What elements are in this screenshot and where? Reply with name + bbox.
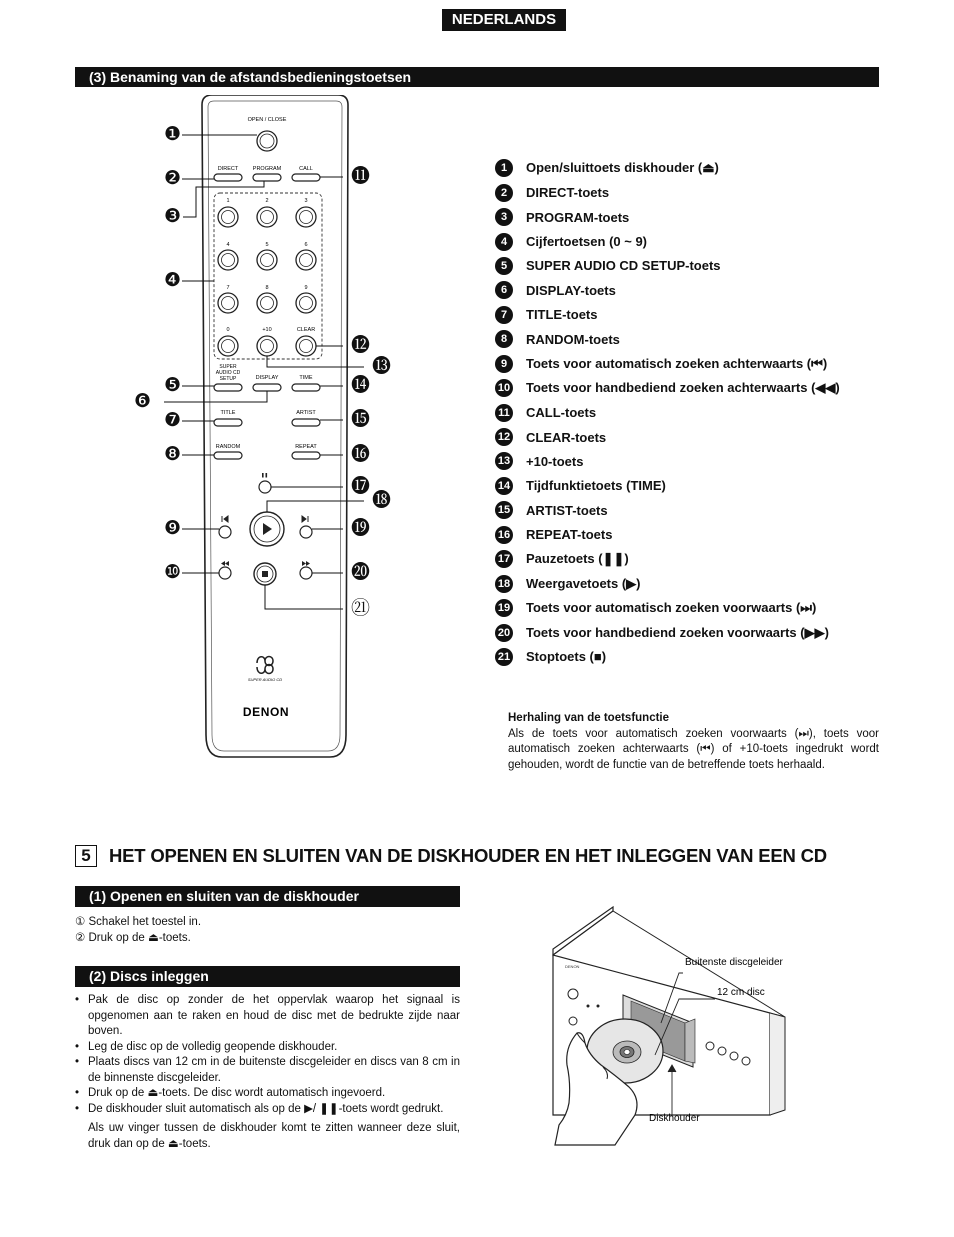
legend-number: 20 [495, 624, 513, 642]
legend-label: Pauzetoets (❚❚) [526, 551, 629, 567]
disc-loading-illustration [545, 905, 885, 1150]
legend-number: 17 [495, 550, 513, 568]
audio-cd-label: AUDIO CD [215, 370, 241, 376]
remote-program-label: PROGRAM [252, 166, 282, 172]
legend-item [495, 620, 895, 644]
legend-label: Toets voor automatisch zoeken voorwaarts (⏭) [526, 600, 817, 616]
legend-item [495, 205, 895, 229]
disc-tray-label: Diskhouder [649, 1113, 700, 1124]
chapter-number: 5 [75, 845, 97, 867]
legend-item [495, 327, 895, 351]
callout-8: ❽ [164, 444, 182, 465]
remote-title-label: TITLE [220, 410, 236, 416]
callout-6: ❻ [134, 391, 152, 412]
callout-2: ❷ [164, 168, 182, 189]
callout-20: ⓴ [351, 562, 371, 583]
super-label: SUPER [219, 364, 237, 370]
repeat-note-title: Herhaling van de toetsfunctie [508, 712, 670, 724]
legend-number: 14 [495, 477, 513, 495]
bullet-item: • Pak de disc op zonder de het oppervlak waarop het signaal is opgenomen aan te raken en houd de disc met de bedrukte zijde naar boven. [75, 993, 460, 1040]
discs-bullet-list [75, 993, 460, 1152]
legend-item [495, 449, 895, 473]
remote-section-title: (3) Benaming van de afstandsbedieningstoetsen [75, 67, 879, 87]
legend-item [495, 571, 895, 595]
legend-number: 2 [495, 184, 513, 202]
key-3-label: 3 [304, 198, 308, 204]
legend-item [495, 645, 895, 669]
key-plus10-label: +10 [262, 327, 272, 333]
legend-number: 18 [495, 575, 513, 593]
legend-label: TITLE-toets [526, 307, 598, 323]
callout-11: ⓫ [351, 166, 371, 187]
legend-number: 3 [495, 208, 513, 226]
remote-repeat-label: REPEAT [295, 444, 317, 450]
legend-item [495, 547, 895, 571]
legend-label: PROGRAM-toets [526, 209, 630, 225]
sacd-logo-text: SUPER AUDIO CD [247, 677, 283, 682]
bullet-text: Plaats discs van 12 cm in de buitenste discgeleider en discs van 8 cm in de binnenste discgeleider. [88, 1056, 460, 1084]
callout-13: ⓭ [372, 356, 392, 377]
legend-number: 4 [495, 233, 513, 251]
legend-item [495, 156, 895, 180]
legend-item [495, 278, 895, 302]
legend-number: 12 [495, 428, 513, 446]
legend-item [495, 425, 895, 449]
legend-number: 8 [495, 330, 513, 348]
bullet-item: • Plaats discs van 12 cm in de buitenste discgeleider en discs van 8 cm in de binnenste discgeleider. [75, 1055, 460, 1086]
callout-18: ⓲ [372, 490, 392, 511]
legend-label: REPEAT-toets [526, 527, 613, 543]
key-clear-label: CLEAR [296, 327, 316, 333]
legend-number: 13 [495, 452, 513, 470]
legend-number: 15 [495, 501, 513, 519]
key-9-label: 9 [304, 285, 308, 291]
legend-number: 19 [495, 599, 513, 617]
legend-label: CLEAR-toets [526, 429, 607, 445]
remote-artist-label: ARTIST [296, 410, 316, 416]
bullet-item: • Druk op de ⏏-toets. De disc wordt automatisch ingevoerd. [75, 1086, 460, 1102]
legend-item [495, 596, 895, 620]
legend-label: DISPLAY-toets [526, 282, 616, 298]
callout-1: ❶ [164, 124, 182, 145]
callout-16: ⓰ [351, 444, 371, 465]
remote-call-label: CALL [299, 166, 313, 172]
step-2: ② Druk op de ⏏-toets. [75, 932, 191, 944]
legend-item [495, 229, 895, 253]
legend-item [495, 352, 895, 376]
key-1-label: 1 [226, 198, 230, 204]
remote-display-label: DISPLAY [255, 375, 279, 381]
remote-time-label: TIME [299, 375, 313, 381]
discs-section-title: (2) Discs inleggen [75, 966, 460, 987]
callout-12: ⓬ [351, 335, 371, 356]
legend-label: Open/sluittoets diskhouder (⏏) [526, 160, 719, 176]
legend-label: Toets voor handbediend zoeken voorwaarts (▶▶) [526, 624, 829, 640]
repeat-function-note [508, 711, 879, 773]
bullet-text: Leg de disc op de volledig geopende diskhouder. [88, 1040, 338, 1053]
legend-item [495, 376, 895, 400]
legend-label: SUPER AUDIO CD SETUP-toets [526, 258, 721, 274]
legend-item [495, 523, 895, 547]
legend-number: 10 [495, 379, 513, 397]
legend-number: 21 [495, 648, 513, 666]
legend-label: DIRECT-toets [526, 185, 610, 201]
bullet-text: Pak de disc op zonder de het oppervlak waarop het signaal is opgenomen aan te raken en houd de disc met de bedrukte zijde naar boven. [88, 994, 460, 1037]
legend-number: 6 [495, 281, 513, 299]
callout-19: ⓳ [351, 518, 371, 539]
legend-number: 5 [495, 257, 513, 275]
svg-text:DENON: DENON [565, 964, 580, 969]
bullet-text: Druk op de ⏏-toets. De disc wordt automatisch ingevoerd. [88, 1087, 386, 1099]
legend-label: Stoptoets (■) [526, 649, 607, 665]
bullet-text: De diskhouder sluit automatisch als op de ▶/ ❚❚-toets wordt gedrukt. [88, 1102, 444, 1115]
legend-number: 1 [495, 159, 513, 177]
legend-label: +10-toets [526, 453, 584, 469]
callout-7: ❼ [164, 410, 182, 431]
remote-random-label: RANDOM [215, 444, 241, 450]
callout-15: ⓯ [351, 409, 371, 430]
key-0-label: 0 [226, 327, 230, 333]
callout-17: ⓱ [351, 476, 371, 497]
callout-3: ❸ [164, 206, 182, 227]
remote-illustration [130, 95, 420, 785]
12cm-disc-label: 12 cm disc [717, 987, 765, 998]
key-2-label: 2 [265, 198, 269, 204]
key-4-label: 4 [226, 242, 230, 248]
legend-label: Cijfertoetsen (0 ~ 9) [526, 234, 648, 250]
remote-direct-label: DIRECT [217, 166, 239, 172]
legend-item [495, 498, 895, 522]
repeat-note-body: Als de toets voor automatisch zoeken voorwaarts (⏭), toets voor automatisch zoeken achterwaarts (⏮) of +10-toets ingedrukt wordt gehouden, wordt de functie van de betreffende toets herhaald. [508, 727, 879, 771]
key-7-label: 7 [226, 285, 230, 291]
key-6-label: 6 [304, 242, 308, 248]
legend-label: ARTIST-toets [526, 502, 608, 518]
finger-caution-note: Als uw vinger tussen de diskhouder komt te zitten wanneer deze sluit, druk dan op de ⏏-toets. [88, 1122, 460, 1150]
legend-item [495, 303, 895, 327]
legend-label: Tijdfunktietoets (TIME) [526, 478, 666, 494]
legend-label: Weergavetoets (▶) [526, 575, 641, 591]
legend-label: RANDOM-toets [526, 331, 620, 347]
open-close-section-title: (1) Openen en sluiten van de diskhouder [75, 886, 460, 907]
legend-item [495, 400, 895, 424]
language-tag: NEDERLANDS [442, 9, 566, 31]
callout-14: ⓮ [351, 375, 371, 396]
key-8-label: 8 [265, 285, 269, 291]
bullet-item: • Leg de disc op de volledig geopende diskhouder. [75, 1040, 460, 1056]
legend-label: CALL-toets [526, 405, 597, 421]
legend-item [495, 180, 895, 204]
remote-brand: DENON [242, 705, 290, 719]
bullet-item: • De diskhouder sluit automatisch als op de ▶/ ❚❚-toets wordt gedrukt. [75, 1102, 460, 1118]
legend-number: 9 [495, 355, 513, 373]
callout-10: ❿ [164, 562, 182, 583]
chapter-heading [75, 843, 895, 869]
callout-9: ❾ [164, 518, 182, 539]
legend-number: 7 [495, 306, 513, 324]
callout-4: ❹ [164, 270, 182, 291]
legend-number: 11 [495, 404, 513, 422]
outer-guide-label: Buitenste discgeleider [685, 957, 783, 968]
chapter-title: HET OPENEN EN SLUITEN VAN DE DISKHOUDER EN HET INLEGGEN VAN EEN CD [109, 845, 827, 866]
key-5-label: 5 [265, 242, 269, 248]
legend-item [495, 474, 895, 498]
step-1: ① Schakel het toestel in. [75, 916, 202, 928]
legend-number: 16 [495, 526, 513, 544]
legend-label: Toets voor handbediend zoeken achterwaarts (◀◀) [526, 380, 840, 396]
open-close-steps [75, 914, 201, 946]
callout-5: ❺ [164, 375, 182, 396]
remote-open-close-label: OPEN / CLOSE [247, 117, 287, 123]
legend-item [495, 254, 895, 278]
callout-21: ㉑ [351, 598, 371, 619]
button-legend [495, 156, 895, 669]
setup-label: SETUP [219, 376, 237, 382]
legend-label: Toets voor automatisch zoeken achterwaarts (⏮) [526, 355, 828, 371]
